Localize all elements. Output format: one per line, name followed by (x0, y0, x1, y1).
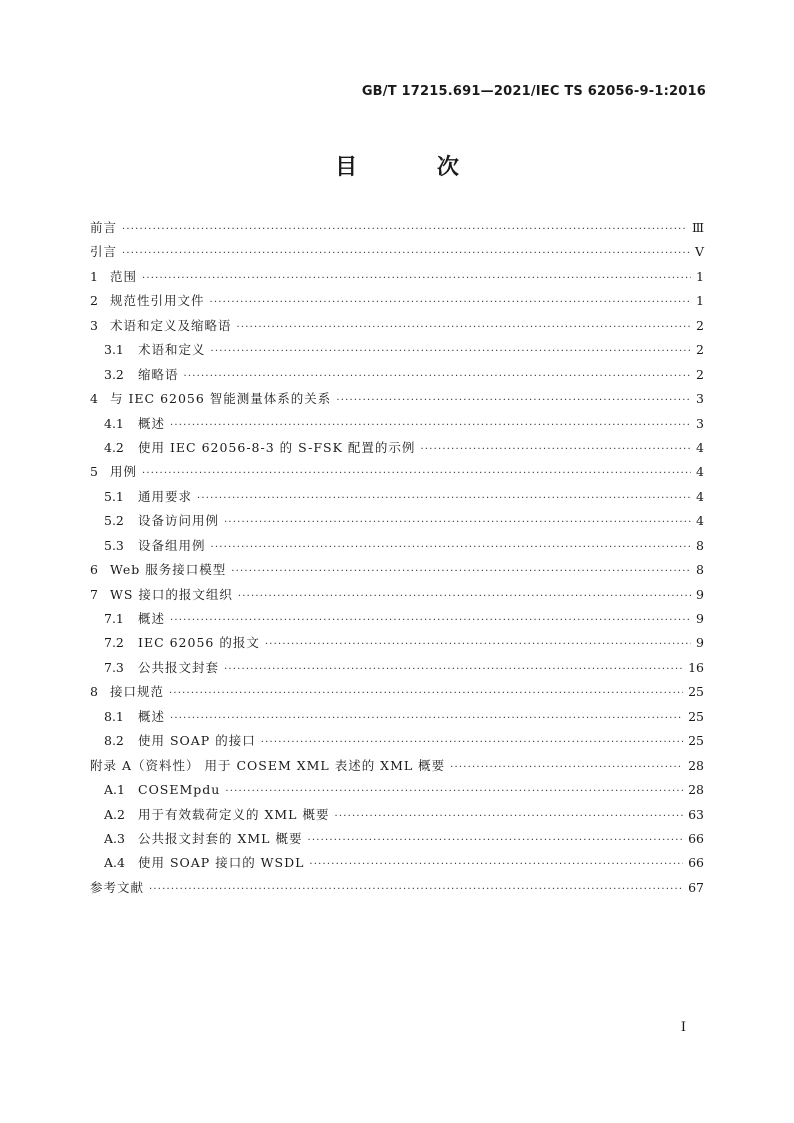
toc-page-number: 25 (688, 684, 704, 700)
toc-entry-bibliography[interactable] (90, 876, 704, 900)
toc-title: 概述 (138, 708, 166, 724)
toc-entry-2[interactable] (90, 289, 704, 313)
toc-page-number: 4 (696, 488, 704, 504)
toc-entry-8-1[interactable] (90, 705, 704, 729)
toc-number: 3 (90, 317, 98, 333)
toc-title: 引言 (90, 244, 118, 260)
toc-title: 使用 SOAP 接口的 WSDL (138, 855, 305, 871)
toc-leader (170, 609, 691, 633)
toc-title: 缩略语 (138, 366, 179, 382)
toc-title: 术语和定义 (138, 342, 206, 358)
toc-page-number: 16 (688, 659, 704, 675)
toc-entry-8[interactable] (90, 680, 704, 704)
toc-number: 4 (90, 391, 98, 407)
toc-entry-3[interactable] (90, 314, 704, 338)
toc-entry-4[interactable] (90, 387, 704, 411)
toc-title: 概述 (138, 415, 166, 431)
toc-number: 7.3 (104, 659, 124, 675)
toc-title: 用于有效载荷定义的 XML 概要 (138, 806, 330, 822)
toc-page-number: 9 (696, 586, 704, 602)
toc-number: 5.3 (104, 537, 124, 553)
toc-number: 8.1 (104, 708, 124, 724)
toc-leader (169, 682, 683, 706)
toc-entry-6[interactable] (90, 558, 704, 582)
toc-number: 7.1 (104, 611, 124, 626)
table-of-contents (90, 216, 704, 900)
toc-leader (265, 633, 691, 657)
toc-leader (224, 658, 683, 682)
toc-number: 6 (90, 562, 98, 578)
toc-entry-a-2[interactable] (90, 803, 704, 827)
toc-entry-4-1[interactable] (90, 412, 704, 436)
toc-leader (420, 438, 691, 462)
toc-entry-8-2[interactable] (90, 729, 704, 753)
toc-leader (149, 878, 683, 902)
toc-page-number: 1 (696, 268, 704, 284)
toc-entry-annex-a[interactable] (90, 754, 704, 778)
toc-leader (211, 340, 692, 364)
toc-entry-3-1[interactable] (90, 338, 704, 362)
toc-entry-3-2[interactable] (90, 363, 704, 387)
toc-page-number: 2 (696, 366, 704, 382)
toc-title: 前言 (90, 220, 118, 235)
toc-entry-5-2[interactable] (90, 509, 704, 533)
toc-leader (336, 389, 691, 413)
toc-number: 4.2 (104, 439, 124, 455)
toc-leader (211, 536, 692, 560)
toc-leader (231, 560, 691, 584)
toc-title: 设备访问用例 (138, 513, 220, 529)
toc-page-number: 66 (688, 830, 704, 846)
standard-number: GB/T 17215.691—2021/IEC TS 62056-9-1:2016 (361, 84, 706, 99)
toc-page-number: 3 (696, 415, 704, 431)
toc-entry-introduction[interactable] (90, 240, 704, 264)
toc-leader (122, 218, 687, 242)
toc-page-number: 8 (696, 562, 704, 578)
toc-entry-a-3[interactable] (90, 827, 704, 851)
page-title: 目 次 (335, 155, 495, 180)
toc-leader (261, 731, 683, 755)
toc-entry-4-2[interactable] (90, 436, 704, 460)
toc-leader (238, 585, 691, 609)
toc-leader (334, 805, 683, 829)
toc-title: 公共报文封套 (138, 659, 220, 675)
toc-entry-7-1[interactable] (90, 607, 704, 631)
toc-leader (170, 707, 683, 731)
toc-title: 用例 (110, 464, 138, 480)
toc-title: IEC 62056 的报文 (138, 635, 260, 651)
toc-page-number: 28 (688, 757, 704, 773)
toc-title: 使用 IEC 62056-8-3 的 S-FSK 配置的示例 (138, 439, 416, 455)
toc-page-number: Ⅴ (694, 244, 704, 260)
toc-title: 附录 A（资料性） 用于 COSEM XML 表述的 XML 概要 (90, 757, 446, 773)
toc-title: 使用 SOAP 的接口 (138, 733, 256, 749)
toc-page-number: 67 (688, 879, 704, 895)
toc-page-number: 9 (696, 611, 704, 626)
toc-number: A.3 (104, 830, 125, 846)
toc-leader (142, 462, 691, 486)
toc-number: 8.2 (104, 733, 124, 749)
toc-page-number: 4 (696, 513, 704, 529)
toc-entry-foreword[interactable] (90, 216, 704, 240)
page-number: Ⅰ (680, 1020, 686, 1035)
toc-number: 1 (90, 268, 98, 284)
toc-leader (122, 242, 690, 266)
toc-leader (197, 487, 691, 511)
toc-title: 与 IEC 62056 智能测量体系的关系 (110, 391, 332, 407)
toc-page-number: 4 (696, 439, 704, 455)
toc-leader (225, 780, 683, 804)
toc-title: 术语和定义及缩略语 (110, 317, 232, 333)
toc-title: 概述 (138, 611, 166, 626)
toc-leader (309, 853, 683, 877)
toc-page-number: 8 (696, 537, 704, 553)
toc-title: COSEMpdu (138, 782, 221, 798)
toc-leader (210, 291, 692, 315)
toc-number: 4.1 (104, 415, 124, 431)
toc-leader (237, 316, 692, 340)
toc-title: 设备组用例 (138, 537, 206, 553)
toc-page-number: 1 (696, 293, 704, 309)
toc-number: 7 (90, 586, 98, 602)
toc-entry-5[interactable] (90, 460, 704, 484)
toc-title: WS 接口的报文组织 (110, 586, 233, 602)
toc-page-number: Ⅲ (691, 220, 704, 235)
toc-leader (142, 267, 691, 291)
toc-title: 接口规范 (110, 684, 165, 700)
toc-leader (170, 414, 691, 438)
toc-page-number: 25 (688, 733, 704, 749)
toc-page-number: 3 (696, 391, 704, 407)
toc-title: 参考文献 (90, 879, 145, 895)
toc-number: 5 (90, 464, 98, 480)
toc-number: 2 (90, 293, 98, 309)
toc-page-number: 25 (688, 708, 704, 724)
toc-number: 3.2 (104, 366, 124, 382)
toc-page-number: 2 (696, 342, 704, 358)
toc-entry-7-2[interactable] (90, 631, 704, 655)
toc-page-number: 9 (696, 635, 704, 651)
toc-title: 通用要求 (138, 488, 193, 504)
toc-page-number: 2 (696, 317, 704, 333)
toc-entry-5-1[interactable] (90, 485, 704, 509)
toc-page-number: 63 (688, 806, 704, 822)
toc-entry-a-4[interactable] (90, 851, 704, 875)
toc-title: 公共报文封套的 XML 概要 (138, 830, 303, 846)
toc-entry-5-3[interactable] (90, 534, 704, 558)
toc-leader (307, 829, 683, 853)
toc-leader (450, 756, 683, 780)
toc-entry-7[interactable] (90, 583, 704, 607)
toc-page-number: 66 (688, 855, 704, 871)
toc-number: A.1 (104, 782, 125, 798)
toc-leader (184, 365, 692, 389)
toc-entry-a-1[interactable] (90, 778, 704, 802)
toc-number: A.2 (104, 806, 125, 822)
toc-page-number: 28 (688, 782, 704, 798)
toc-title: 范围 (110, 268, 138, 284)
toc-title: 规范性引用文件 (110, 293, 205, 309)
toc-title: Web 服务接口模型 (110, 562, 227, 578)
toc-number: A.4 (104, 855, 125, 871)
toc-entry-1[interactable] (90, 265, 704, 289)
toc-page-number: 4 (696, 464, 704, 480)
toc-number: 7.2 (104, 635, 124, 651)
toc-leader (224, 511, 691, 535)
toc-number: 5.1 (104, 488, 124, 504)
toc-entry-7-3[interactable] (90, 656, 704, 680)
toc-number: 5.2 (104, 513, 124, 529)
toc-number: 3.1 (104, 342, 124, 358)
toc-number: 8 (90, 684, 98, 700)
